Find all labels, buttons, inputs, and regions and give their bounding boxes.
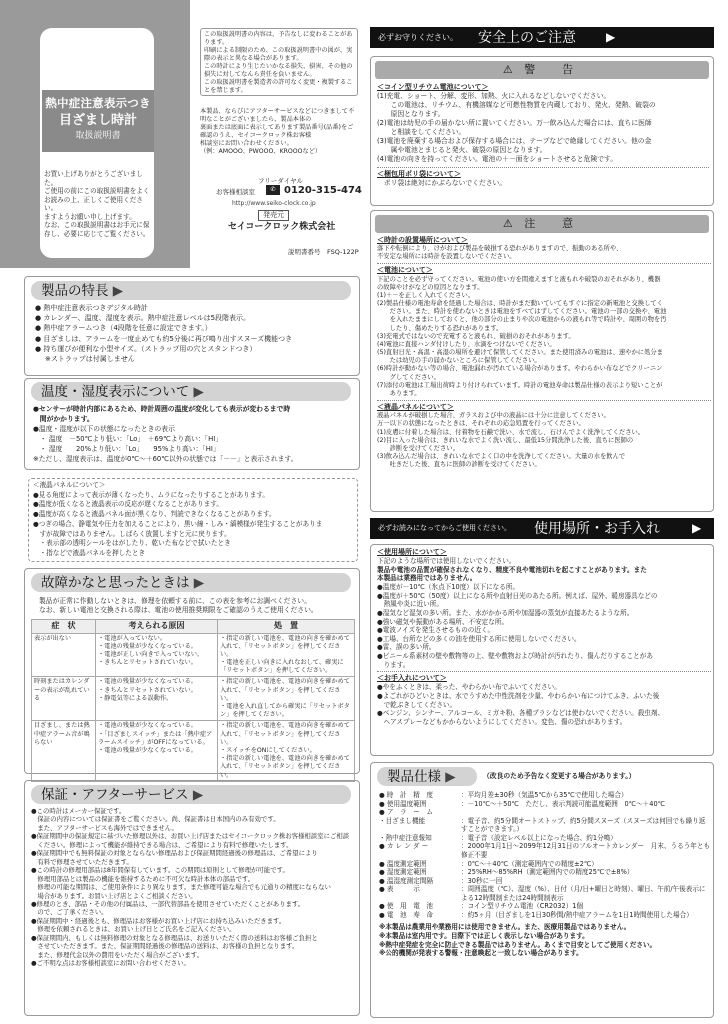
specs-title xyxy=(387,769,456,787)
text-line: (3)充電式ではないので充電すると液もれ、破損のおそれがあります。 xyxy=(377,332,575,340)
cause-cell xyxy=(96,677,218,721)
cover-title-line3: 取扱説明書 xyxy=(75,131,121,142)
fix-cell xyxy=(218,633,355,677)
cause-line: ・電池が入っていない。 xyxy=(98,634,167,642)
spec-row xyxy=(379,902,711,911)
text-line: 間がかかります。 xyxy=(33,414,94,423)
table-header-row xyxy=(32,620,355,634)
text-line: ●やをふくときは、柔った、やわらかい布でふいてください。 xyxy=(377,683,561,692)
text-line: ※ただし、湿度表示は、温度が0℃～＋60℃以外の状態では「－－」と表示されます。 xyxy=(33,454,298,463)
symptom-cell: 時刻またはカレンダーの表示が乱れている xyxy=(32,677,96,721)
text-line: 修理を依頼されるときは、お買い上げ日とご氏名をご記入ください。 xyxy=(31,925,236,934)
play-arrow-icon: ▶ xyxy=(192,787,204,803)
text-line: 熱風や炎に近い所。 xyxy=(377,600,443,609)
spec-key: ● 湿度測定範囲 xyxy=(379,868,427,877)
spec-row xyxy=(379,885,711,902)
text-line: なお、新しい電池と交換される際は、電池の使用推奨期限をご確認のうえご使用ください。 xyxy=(39,606,318,615)
troubleshooting-header xyxy=(31,573,351,592)
text-line: 本製品は業務用ではありません。 xyxy=(377,574,477,583)
text-line: すが故障ではありません。しばらく放置しますと元に戻ります。 xyxy=(33,529,231,538)
spec-row xyxy=(379,877,711,886)
usage-banner xyxy=(370,518,714,539)
play-arrow-icon: ▶ xyxy=(445,769,456,785)
fix-line: ・スイッチをONにしてください。 xyxy=(220,746,316,754)
text-line: ●保証期間中の保証規定に基づいた修理以外は、お買い上げ店またはセイコークロック株お客様相談室にご相談 xyxy=(31,832,350,841)
spec-value: ：約5ヶ月（目ざましを1日30秒間/熱中症アラームを1日1時間使用した場合） xyxy=(461,910,693,919)
text-line: を入れたままにしておくと、他の部分の止まりや次の電池からの液もれ等で時計や、周囲の物を汚 xyxy=(377,316,667,324)
spec-key: ● 温湿度測定間隔 xyxy=(379,876,434,885)
cause-line: ・電池の残量が少なくなっている。 xyxy=(98,678,197,686)
warranty-title xyxy=(41,787,203,805)
spec-note: ※本製品は農業用や業務用には使用できません。また、医療用製品ではありません。 xyxy=(379,923,631,932)
divider xyxy=(377,671,711,672)
text-line: (2)製品仕様の電池寿命を経過した場合は、時計がまだ動いていてもすぐに指定の新電池と交換してく xyxy=(377,300,663,308)
text-line: ・ 温度 －50℃より低い：「Lo」 ＋69℃より高い：「HI」 xyxy=(33,434,222,443)
text-line: また、アフターサービスも海外ではできません。 xyxy=(31,823,178,832)
text-line: グしてください。 xyxy=(377,373,440,381)
spec-key: ● 使 用 電 池 xyxy=(379,902,434,911)
spec-value: ：2000年1月1日～2099年12月31日のフルオートカレンダー 月末、うるう年とも修正不要 xyxy=(461,842,711,859)
divider xyxy=(377,263,711,264)
lcd-note-text xyxy=(33,481,355,559)
text-line: ●温度が高くなると液晶パネル面が黒くなり、判読できなくなることがあります。 xyxy=(33,510,276,519)
caution-section xyxy=(370,210,714,512)
temp-humidity-title xyxy=(41,384,204,402)
text-line: (3)飲み込んだ場合は、きれいな水でよく口の中を洗浄してください。大量の水を飲んで xyxy=(377,453,626,461)
spec-row xyxy=(379,817,711,834)
customer-desk-label: お客様相談室 xyxy=(216,188,255,196)
cause-line: ・「目ざましスイッチ」または「熱中症アラームスイッチ」がOFFになっている。 xyxy=(98,730,213,746)
spec-row xyxy=(379,868,711,877)
cause-cell xyxy=(96,721,218,781)
fix-cell xyxy=(218,677,355,721)
warranty-header xyxy=(31,785,351,804)
spec-key: ● 温度測定範囲 xyxy=(379,859,427,868)
text-line: で乾ぶきしてください。 xyxy=(377,700,457,709)
usage-section xyxy=(370,544,714,756)
warning-bar xyxy=(375,61,709,79)
text-line: ●この時計の修理用部品は8年間保有しています。この期間は原則として修理が可能です。 xyxy=(31,866,289,875)
column-header: 症 状 xyxy=(32,620,96,634)
lcd-note-box xyxy=(28,478,358,562)
specs-title-text: 製品仕様 xyxy=(387,769,441,785)
text-line: ります。 xyxy=(377,660,410,669)
text-line: (2)目に入った場合は、きれいな水でよく洗い流し、最低15分間洗浄した後、直ちに医師の xyxy=(377,436,634,444)
troubleshooting-table xyxy=(31,619,355,782)
spec-key: ・目ざまし機能 xyxy=(379,816,426,825)
column-header: 処 置 xyxy=(218,620,355,634)
company-name: セイコークロック株式会社 xyxy=(228,222,336,232)
warning-label: 警 告 xyxy=(524,63,582,76)
text-line: 原因となります。 xyxy=(377,110,445,119)
text-line: ださい。また、時計を使わないときは電池をすべてはずしてください。電池の一部の交換や、電池 xyxy=(377,308,667,316)
text-line: ●温度が＋50℃（50度）以上になる所や直射日光のあたる所。例えば、屋外、暖房器具などの xyxy=(377,591,658,600)
warning-text xyxy=(377,83,709,188)
text-line: 修理の可能な期間は、ご使用条件により異なります。また修理可能な場合でも元通りの精度にならない xyxy=(31,883,331,892)
cover-intro xyxy=(44,170,156,239)
text-line: (4)電池に直接ハンダ付けしたり、水滴をつけないでください。 xyxy=(377,340,556,348)
troubleshooting-title xyxy=(41,575,204,593)
cause-line: ・電池の残量が少なくなっている。 xyxy=(98,642,197,650)
text-line: 保証の内容については保証書をご覧ください。尚、保証書は日本国内のみ有効です。 xyxy=(31,815,280,824)
text-line: ので、ご了承ください。 xyxy=(31,908,108,917)
troubleshooting-title-text: 故障かなと思ったときは xyxy=(41,575,190,591)
text-line: 不安定な場所には時計を設置しないでください。 xyxy=(377,253,516,261)
spec-note: ※公的機関が発表する警報・注意喚起と一致しない場合があります。 xyxy=(379,949,583,958)
text-line: ください。修理によって機能が維持できる場合は、ご希望により有料で修理いたします。 xyxy=(31,840,293,849)
table-row xyxy=(32,633,355,677)
cause-line: ・電池の残量が少なくなっている。 xyxy=(98,746,197,754)
text-line: 下記のことを必ず守ってください。電池の使い方を間違えますと液もれや破裂のおそれがあり、機器 xyxy=(377,275,661,283)
text-line: ●よごれがひどいときは、水でうすめた中性洗剤を少量、やわらかい布につけてふき、ふいた後 xyxy=(377,692,660,701)
text-line: ●保証期間内、もしくは無料修理の対象となる修理品は、お送りいただく際の送料はお客様ご負担と xyxy=(31,933,318,942)
specs-note: （改良のため予告なく変更する場合があります。） xyxy=(483,772,636,780)
usage-banner-title: 使用場所・お手入れ xyxy=(534,521,660,537)
cover-title-line1: 熱中症注意表示つき xyxy=(45,96,151,110)
text-line: 有料で修理させていただきます。 xyxy=(31,857,133,866)
spec-row xyxy=(379,800,711,809)
subsection-title: ＜コイン型リチウム電池について＞ xyxy=(377,83,489,91)
safety-banner-title: 安全上のご注意 xyxy=(478,30,576,46)
temp-humidity-header xyxy=(31,382,351,401)
cover-intro-line: お読みの上、正しくご使用ください。 xyxy=(44,195,143,213)
freedial-icon: ✆ xyxy=(266,185,280,195)
text-line: 液晶パネルが破損した場合、ガラスおよび中の液晶には十分に注意してください。 xyxy=(377,412,610,420)
spec-row xyxy=(379,791,711,800)
temp-humidity-title-text: 温度・湿度表示について xyxy=(41,384,190,400)
features-title-text: 製品の特長 xyxy=(41,283,109,299)
cause-line: ・電池の残量が少なくなっている。 xyxy=(98,722,197,730)
caution-bar xyxy=(375,215,709,233)
text-line: この電池は、リチウム、有機溶媒など可燃性物質を内蔵しており、発火、発熱、破裂の xyxy=(377,101,656,110)
phone-number[interactable]: 0120-315-474 xyxy=(284,185,362,196)
text-line: の故障やけがなどの原因となります。 xyxy=(377,283,484,291)
column-header: 考えられる原因 xyxy=(96,620,218,634)
troubleshooting-intro xyxy=(39,597,357,615)
text-line: (3)電池を廃棄する場合および保存する場合には、テープなどで絶縁してください。他の金 xyxy=(377,137,652,146)
list-item: ● 持ち運びが便利な小型サイズ。（ストラップ用の穴とスタンドつき） xyxy=(35,344,257,353)
spec-key: ● 表 示 xyxy=(379,885,420,894)
specs-list xyxy=(379,791,711,958)
spec-row xyxy=(379,842,711,859)
list-item: ※ストラップは付属しません xyxy=(45,355,135,364)
caution-triangle-icon: ⚠ xyxy=(502,217,513,230)
spec-value: ：周囲温度（℃）、湿度（%）、日付（月/日+曜日と時刻）、曜日、午前/午後表示による12時間制または24時間制表示 xyxy=(461,885,706,902)
text-line: ・ 湿度 20%より低い：「Lo」 95%より高い：「HI」 xyxy=(33,444,220,453)
text-line: 場合があります。お買い上げ店とよくご相談ください。 xyxy=(31,891,197,900)
fix-line: ・電池を入れ直してから確実に「リセットボタン」を押してください。 xyxy=(220,703,350,719)
divider xyxy=(377,400,711,401)
text-line: ●温度が－10℃（氷点下10度）以下になる所。 xyxy=(377,583,520,592)
spec-key: ● ア ラ ー ム xyxy=(379,808,434,817)
text-line: あります。 xyxy=(377,389,421,397)
subsection-title: ＜時計の設置場所について＞ xyxy=(377,236,468,244)
text-line: 製品や電池の品質が確保されなくなり、精度不良や電池切れを起こすことがあります。また xyxy=(377,565,647,574)
service-contact-line: 裏面または底面に表示してあります製品番号(品番)をご確認のうえ、セイコークロック株お客様 xyxy=(200,124,354,140)
text-line: 落下や転倒により、けがおよび製品を破損する恐れがありますので、振動のある所や、 xyxy=(377,245,623,253)
play-arrow-icon: ▶ xyxy=(692,521,702,535)
warning-section xyxy=(370,56,714,206)
spec-value: ：電子音（設定レベル以上になった場合、約1分鳴） xyxy=(461,833,617,842)
text-line: 診断を受けてください。 xyxy=(377,444,459,452)
text-line: ●ご不明な点はお客様相談室にお問い合わせください。 xyxy=(31,959,190,968)
fix-line: ・電池を正しい向きに入れなおして、確実に「リセットボタン」を押してください。 xyxy=(220,659,344,675)
features-title xyxy=(41,283,123,301)
text-line: ●保証期間中・経過後とも、修理品はお客様がお買い上げ店にお持ち込みいただきます。 xyxy=(31,916,286,925)
text-line: ●電波ノイズを発生させるものの近く。 xyxy=(377,626,495,635)
features-list xyxy=(35,304,355,365)
spec-note: ※本製品は室内用です。目際下では正しく表示しない場合があります。 xyxy=(379,932,589,940)
notice-line: この時計により生じたいかなる損失、損害、その他の損失に対してなんら責任を負いません。 xyxy=(204,62,353,78)
text-line: (4)電池の向きを持ってください。電池の＋－面をショートさせると危険です。 xyxy=(377,155,618,164)
spec-value: ：0℃～＋40℃（測定範囲内での精度±2℃） xyxy=(461,859,598,868)
text-line: 下記のような場所では使用しないでください。 xyxy=(377,557,516,566)
doc-number: 説明書番号 FSQ-122P xyxy=(288,248,359,256)
text-line: と相談をしてください。 xyxy=(377,128,466,137)
text-line: 万一以下の状態になったときは、それぞれの応急処置を行ってください。 xyxy=(377,420,585,428)
seller-label: 発売元 xyxy=(258,210,289,221)
caution-label: 注 意 xyxy=(524,217,582,230)
spec-value: ：－10℃～＋50℃ ただし、表示判読可能温度範囲 0℃～＋40℃ xyxy=(461,799,666,808)
spec-value: ：25%RH～85%RH（測定範囲内での精度25℃で±8%） xyxy=(461,868,634,877)
text-line: ●保証期間中でも無料保証の対象とならない修理品および保証期間経過後の修理品は、ご希望により xyxy=(31,849,318,858)
cause-line: ・静電気等による誤動作。 xyxy=(98,694,173,702)
text-line: (6)時計が動かない等の場合、電池漏れが汚れている場合があります。やわらかい布などでクリーニン xyxy=(377,365,663,373)
text-line: (2)電池は幼児の手の届かない所に置いてください。万一飲み込んだ場合には、直ちに医師 xyxy=(377,119,652,128)
warranty-section xyxy=(24,780,360,1016)
text-line: (5)直射日光・高温・高湿の場所を避けて保管してください。また使用済みの電池は、速やかに処分ま xyxy=(377,349,663,357)
divider xyxy=(377,167,709,168)
cover-title-line2: 目ざまし時計 xyxy=(58,113,137,129)
specs-header xyxy=(377,767,477,786)
fix-cell xyxy=(218,721,355,781)
list-item: ● 熱中症アラームつき（4段階を任意に設定できます。） xyxy=(35,324,212,333)
temp-humidity-text xyxy=(33,405,357,465)
warning-triangle-icon: ⚠ xyxy=(502,63,513,76)
fix-line: ・指定の新しい電池を、電池の向きを確かめて入れて、「リセットボタン」を押してください。 xyxy=(220,678,350,702)
text-line: ●この時計はメーカー保証です。 xyxy=(31,807,126,815)
cover-title-block xyxy=(42,90,154,152)
table-row xyxy=(32,721,355,781)
text-line: ヘアスプレーなどもかからないようにしてください。変色、傷の恐れがあります。 xyxy=(377,717,627,726)
cover-intro-line: ますようお願い申し上げます。 xyxy=(44,212,136,221)
features-header xyxy=(31,281,351,300)
text-line: ●修理のとき、部品・その他の付属品は、一部代替部品を使用させていただくことがあります。 xyxy=(31,899,305,908)
spec-value: ：平均月差±30秒（気温5℃から35℃で使用した場合） xyxy=(461,791,628,799)
text-line: 吐きだした後、直ちに医師の診断を受けてください。 xyxy=(377,461,541,469)
cause-line: ・きちんとリセットされていない。 xyxy=(98,659,197,667)
text-line: ●つぎの場合、静電気や圧力を加えることにより、黒い線・しみ・縞模様が発生することがありま xyxy=(33,519,323,528)
play-arrow-icon: ▶ xyxy=(193,575,205,591)
subsection-title: ＜使用場所について＞ xyxy=(377,548,447,556)
notice-line: この取扱説明書の内容は、予告なしに変わることがあります。 xyxy=(204,31,353,46)
notice-line: 印刷による制限のため、この取扱説明書中の図が、実際の表示と異なる場合があります。 xyxy=(204,46,353,62)
fix-line: ・指定の新しい電池を、電池の向きを確かめて入れて、「リセットボタン」を押してください。 xyxy=(220,755,350,779)
subsection-title: ＜お手入れについて＞ xyxy=(377,674,447,683)
service-contact-line: 相談室にお問い合わせください。 xyxy=(200,140,293,148)
service-contact-line: 本製品、ならびにアフターサービスなどにつきまして不明なことがございましたら、製品本体の xyxy=(200,108,355,124)
list-item: ● カレンダー、温度、湿度を表示。熱中症注意レベルは5段階表示。 xyxy=(35,314,251,323)
cover-intro-line: お買い上げありがとうございました。 xyxy=(44,170,143,187)
play-arrow-icon: ▶ xyxy=(193,384,204,400)
spec-value: ：電子音、約5分間オートストップ、約5分間スヌーズ（スヌーズは何回でも繰り返すことができます。） xyxy=(461,816,706,834)
spec-value: ：コイン型リチウム電池（CR2032）1個 xyxy=(461,902,584,911)
text-line: 製品が正常に作動しないときは、修理を依頼する前に、この表を参考にお調べください。 xyxy=(39,597,311,605)
text-line: ・表示部の透明シールをはがしたり、乾いた布などで拭いたとき xyxy=(33,539,231,548)
safety-banner xyxy=(370,27,714,48)
text-line: 属や電池とまじると発火、破裂の原因となります。 xyxy=(377,146,547,155)
text-line: ●温度が低くなると液晶表示の反応が遅くなることがあります。 xyxy=(33,500,223,509)
text-line: させていただきます。また、保証期間経過後の修理品の送料は、お客様の負担となります。 xyxy=(31,942,299,951)
notice-line: この取扱説明書を製造者の許可なく変更・複製することを禁じます。 xyxy=(204,78,353,94)
play-arrow-icon: ▶ xyxy=(112,283,124,299)
cause-line: ・きちんとリセットされていない。 xyxy=(98,686,197,694)
subsection-title: ＜梱包用ポリ袋について＞ xyxy=(377,169,461,178)
text-line: ●工場、台所などの多くの油を使用する所に使用しないでください。 xyxy=(377,634,581,643)
text-line: ●温度・湿度が以下の状態になったときの表示 xyxy=(33,424,175,433)
website-url[interactable]: http://www.seiko-clock.co.jp xyxy=(232,200,316,207)
spec-note: ※熱中症発症を完全に防止できる製品ではありません。あくまで目安としてご使用ください。 xyxy=(379,940,657,949)
usage-banner-sub: 必ずお読みになってからご使用ください。 xyxy=(378,524,511,532)
service-contact-line: （例：AMOOO、PWOOO、KROOOなど） xyxy=(200,148,322,156)
spec-key: ● 電 池 寿 命 xyxy=(379,910,434,919)
symptom-cell: 表示が出ない xyxy=(32,633,96,677)
subsection-title: ＜液晶パネルについて＞ xyxy=(377,403,454,412)
specs-notes xyxy=(379,923,711,957)
spec-key: ● 時 計 精 度 xyxy=(379,791,434,799)
spec-row xyxy=(379,860,711,869)
text-line: たは幼児の手の届かないところに保管してください。 xyxy=(377,357,541,365)
text-line: また、修理代金以外の費用をいただく場合がございます。 xyxy=(31,950,204,959)
text-line: 修理用部品とは製品の機能を維持するために不可欠な時計本体の部品です。 xyxy=(31,874,255,883)
spec-row xyxy=(379,911,711,920)
fix-line: ・指定の新しい電池を、電池の向きを確かめて入れて、「リセットボタン」を押してください。 xyxy=(220,634,350,658)
text-line: (1)皮膚に付着した場合は、付着物を石鹸で洗い、水で流し、石けんでよく洗浄してください。 xyxy=(377,428,645,436)
subsection-title: ＜電池について＞ xyxy=(377,266,433,275)
cover-intro-line: 存し、必要に応じてご覧ください。 xyxy=(44,229,150,238)
play-arrow-icon: ▶ xyxy=(606,30,616,44)
text-line: (1)充電、ショート、分解、変形、加熱、火に入れるなどしないでください。 xyxy=(377,92,611,101)
spec-key: ● 使用温度範囲 xyxy=(379,799,427,808)
features-section xyxy=(24,276,360,376)
warranty-title-text: 保証・アフターサービス xyxy=(41,787,189,803)
warranty-text xyxy=(31,807,357,968)
spec-row xyxy=(379,808,711,817)
text-line: ●雷、誤の多い所。 xyxy=(377,643,436,652)
text-line: ●ビニール系素材の壁や敷物等の上、壁や敷物および時計が汚れたり、傷んだりすることがあ xyxy=(377,652,653,661)
lcd-note-title: ＜液晶パネルについて＞ xyxy=(33,481,106,489)
text-line: ●湿気など湿気の多い所。また、水がかかる所や加湿器の蒸気が直接あたるような所。 xyxy=(377,608,634,617)
caution-text xyxy=(377,236,711,469)
text-line: ●センサーが時計内部にあるため、時計周囲の温度が変化しても表示が変わるまで時 xyxy=(33,405,291,413)
cover-intro-line: ご使用の前にこの取扱説明書をよく xyxy=(44,187,150,196)
list-item: ● 熱中症注意表示つきデジタル時計 xyxy=(35,304,148,312)
safety-banner-sub: 必ずお守りください。 xyxy=(378,33,458,42)
cause-cell xyxy=(96,633,218,677)
cover-intro-line: なお、この取扱説明書はお手元に保 xyxy=(44,221,150,230)
notice-box xyxy=(200,28,358,96)
service-contact-text xyxy=(200,108,358,156)
symptom-cell: 目ざまし、または熱中症アラーム音が鳴らない xyxy=(32,721,96,781)
freedial-label: フリーダイヤル xyxy=(258,177,304,185)
spec-key: ● カ レ ン ダ ー xyxy=(379,842,429,851)
text-line: したり、傷めたりする恐れがあります。 xyxy=(377,324,503,332)
list-item: ● 目ざましは、アラームを一度止めても約5分後に再び鳴り出すスヌーズ機能つき xyxy=(35,334,293,343)
text-line: ●強い磁気や振動がある場所、不安定な所。 xyxy=(377,617,509,626)
fix-line: ・指定の新しい電池を、電池の向きを確かめて入れて、「リセットボタン」を押してください。 xyxy=(220,722,350,746)
text-line: (1)＋－を正しく入れてください。 xyxy=(377,291,475,299)
specs-section xyxy=(370,762,714,1018)
cause-line: ・電池が正しい向きで入っていない。 xyxy=(98,650,204,658)
text-line: ポリ袋は絶対にかぶらないでください。 xyxy=(377,179,507,188)
troubleshooting-section xyxy=(24,568,360,779)
text-line: ●見る角度によって表示が薄くなったり、ムラになったりすることがあります。 xyxy=(33,490,270,499)
text-line: ・指などで液晶パネルを押したとき xyxy=(33,548,146,557)
text-line: ●ベンジン、シンナー、アルコール、ミガキ粉、各種プラシなどは使わないでください。殺虫剤、 xyxy=(377,709,665,718)
usage-text xyxy=(377,548,711,727)
spec-key: ・熱中症注意報知 xyxy=(379,833,432,842)
text-line: (7)添付の電池は工場出荷時より付けられています。時計の電池寿命は製品仕様の表示より短いことが xyxy=(377,381,663,389)
table-row xyxy=(32,677,355,721)
temp-humidity-section xyxy=(24,378,360,470)
spec-value: ：30秒に一回 xyxy=(461,876,503,885)
